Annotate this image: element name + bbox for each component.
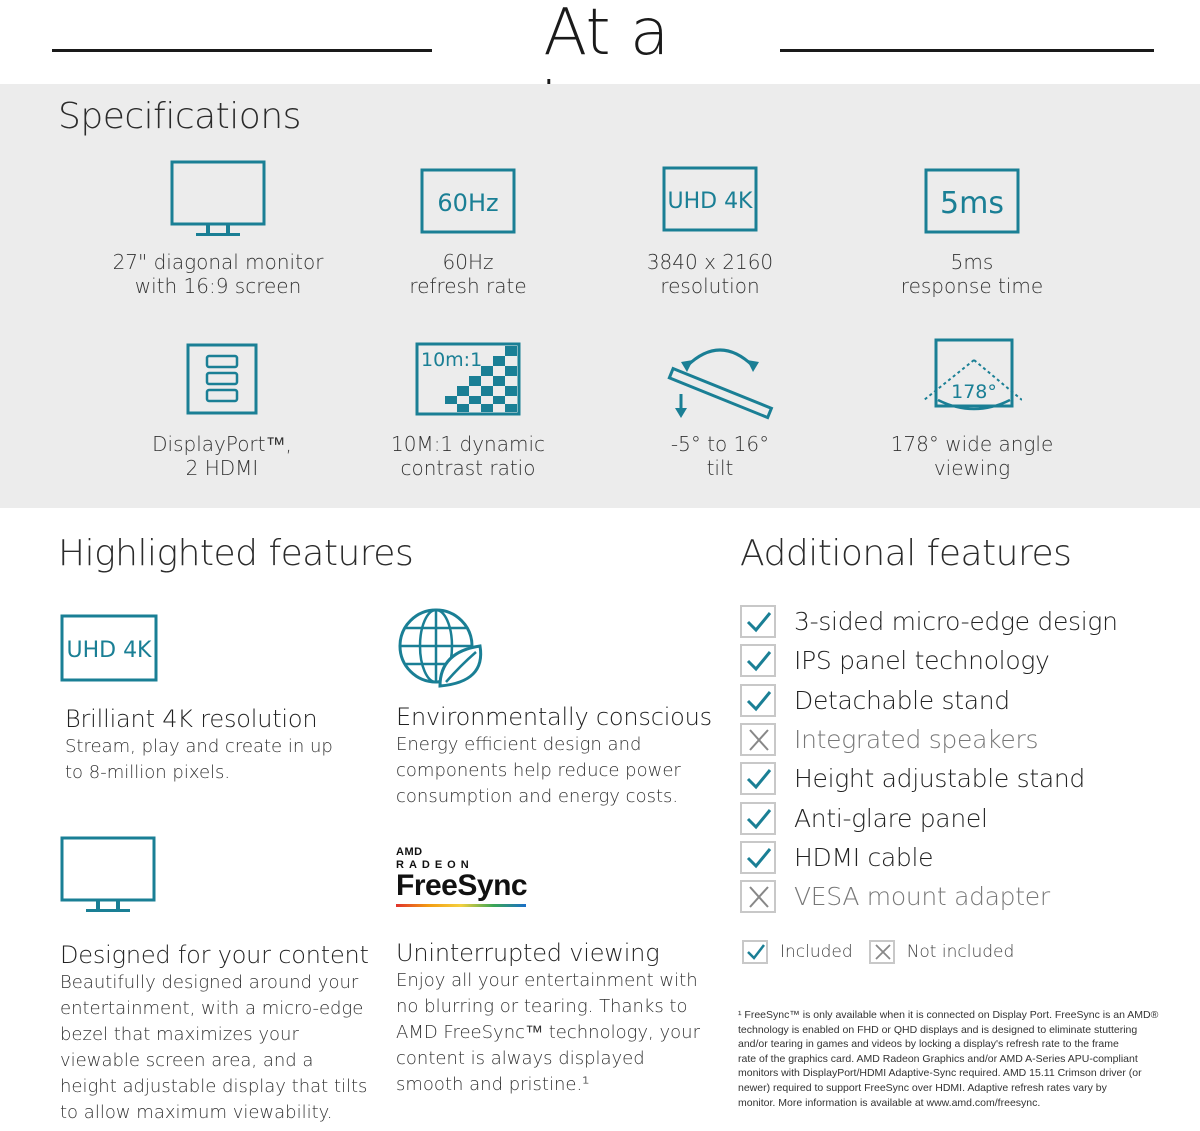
spec-caption-line2: viewing [933, 456, 1011, 480]
footnote-line: monitor. More information is available at www.amd.com/freesync. [738, 1096, 1041, 1109]
spec-screen-size [88, 160, 348, 298]
feature-designed-for-content [60, 836, 369, 1126]
feature-desc-line: content is always displayed [396, 1048, 645, 1069]
spec-caption-line2: resolution [660, 274, 760, 298]
spec-caption-line2: contrast ratio [400, 456, 536, 480]
spec-caption-line1: 5ms [950, 250, 994, 274]
list-item [740, 798, 1118, 837]
feature-environmentally-conscious [396, 606, 712, 810]
feature-label: VESA mount adapter [794, 882, 1050, 912]
footnote-line: and/or tearing in games and videos by locking a display's refresh rate to the frame [738, 1038, 1119, 1051]
feature-title: Environmentally conscious [396, 703, 712, 731]
check-icon [740, 644, 776, 677]
refresh-rate-icon-text: 60Hz [437, 189, 499, 217]
highlighted-features-title: Highlighted features [58, 533, 414, 574]
feature-desc-line: components help reduce power [396, 760, 681, 781]
legend-included-label: Included [780, 942, 853, 962]
ports-icon [167, 342, 277, 432]
viewing-angle-icon [917, 338, 1027, 432]
cross-icon [869, 940, 895, 964]
spec-caption-line2: tilt [706, 456, 734, 480]
feature-desc-line: bezel that maximizes your [60, 1024, 299, 1045]
viewing-angle-icon-text: 178° [951, 381, 997, 403]
header-rule-left [52, 49, 432, 52]
uhd-4k-icon-text: UHD 4K [66, 638, 152, 663]
feature-desc-line: Stream, play and create in up [65, 736, 333, 757]
spec-caption-line1: 10M:1 dynamic [390, 432, 546, 456]
footnote-line: ¹ FreeSync™ is only available when it is connected on Display Port. FreeSync is an AMD® [738, 1009, 1159, 1021]
uhd-4k-icon [60, 614, 333, 704]
spec-caption-line1: -5° to 16° [670, 432, 770, 456]
feature-label: 3-sided micro-edge design [794, 607, 1118, 637]
footnote-line: newer) required to support FreeSync over HDMI. Adaptive refresh rates vary by [738, 1081, 1107, 1094]
page-header [0, 0, 1200, 84]
list-item [740, 838, 1118, 877]
spec-ports [92, 342, 352, 480]
spec-caption-line2: response time [900, 274, 1044, 298]
spec-caption-line2: with 16:9 screen [134, 274, 302, 298]
check-icon [740, 841, 776, 874]
feature-desc-line: entertainment, with a micro-edge [60, 998, 364, 1019]
specifications-panel [0, 84, 1200, 508]
list-item [740, 681, 1118, 720]
monitor-icon [163, 160, 273, 250]
footnote-line: rate of the graphics card. AMD Radeon Graphics and/or AMD A-Series APU-compliant [738, 1052, 1138, 1065]
feature-desc-line: AMD FreeSync™ technology, your [396, 1022, 700, 1043]
spec-caption-line1: 27" diagonal monitor [112, 250, 324, 274]
legend-not-included-label: Not included [906, 942, 1015, 962]
footnote-line: monitors with DisplayPort/HDMI Adaptive-Sync required. AMD 15.11 Crimson driver (or [738, 1067, 1142, 1080]
monitor-icon [60, 836, 369, 940]
feature-title: Uninterrupted viewing [396, 939, 660, 967]
specifications-title: Specifications [58, 96, 301, 137]
feature-4k-resolution [60, 614, 333, 786]
spec-caption-line2: refresh rate [409, 274, 527, 298]
feature-label: Height adjustable stand [794, 764, 1085, 794]
response-time-icon-text: 5ms [940, 186, 1004, 221]
feature-desc-line: smooth and pristine.¹ [396, 1074, 590, 1095]
checklist-legend [742, 940, 1030, 964]
check-icon [742, 940, 768, 964]
feature-label: HDMI cable [794, 842, 934, 872]
additional-features-list [740, 602, 1118, 916]
feature-desc-line: viewable screen area, and a [60, 1050, 314, 1071]
check-icon [740, 802, 776, 835]
contrast-ratio-icon [413, 342, 523, 432]
list-item [740, 641, 1118, 680]
freesync-footnote [738, 1008, 1168, 1110]
feature-desc-line: consumption and energy costs. [396, 786, 679, 807]
spec-response-time [842, 168, 1102, 298]
feature-desc-line: Enjoy all your entertainment with [396, 970, 698, 991]
feature-label: Detachable stand [794, 685, 1010, 715]
response-time-icon [917, 168, 1027, 250]
tilt-icon [665, 338, 775, 432]
feature-title: Brilliant 4K resolution [65, 705, 318, 733]
check-icon [740, 762, 776, 795]
spec-tilt [590, 338, 850, 480]
list-item [740, 877, 1118, 916]
contrast-ratio-icon-text: 10m:1 [421, 349, 483, 371]
feature-desc-line: Energy efficient design and [396, 734, 642, 755]
amd-freesync-logo [396, 846, 527, 907]
feature-desc-line: to allow maximum viewability. [60, 1102, 333, 1123]
page-title: At a [543, 0, 669, 70]
spec-caption-line1: 60Hz [442, 250, 494, 274]
freesync-gradient-bar [396, 904, 526, 907]
feature-uninterrupted-viewing [396, 938, 700, 1098]
refresh-rate-icon [413, 168, 523, 250]
spec-caption-line1: 3840 x 2160 [646, 250, 774, 274]
list-item [740, 759, 1118, 798]
spec-resolution [580, 166, 840, 298]
radeon-logo-text: RADEON [396, 859, 474, 871]
feature-desc-line: no blurring or tearing. Thanks to [396, 996, 688, 1017]
cross-icon [740, 723, 776, 756]
feature-label: Integrated speakers [794, 725, 1039, 755]
footnote-line: technology is enabled on FHD or QHD displays and is designed to eliminate stuttering [738, 1023, 1138, 1036]
spec-viewing-angle [842, 338, 1102, 480]
feature-desc-line: Beautifully designed around your [60, 972, 359, 993]
additional-features-title: Additional features [740, 533, 1072, 574]
list-item [740, 602, 1118, 641]
check-icon [740, 605, 776, 638]
feature-label: IPS panel technology [794, 646, 1050, 676]
check-icon [740, 684, 776, 717]
spec-refresh-rate [338, 168, 598, 298]
feature-label: Anti-glare panel [794, 803, 988, 833]
list-item [740, 720, 1118, 759]
feature-desc-line: height adjustable display that tilts [60, 1076, 368, 1097]
feature-desc-line: to 8-million pixels. [65, 762, 231, 783]
globe-leaf-icon [396, 606, 712, 702]
cross-icon [740, 880, 776, 913]
freesync-logo-text: FreeSync [396, 869, 528, 902]
spec-contrast-ratio [338, 342, 598, 480]
feature-title: Designed for your content [60, 941, 369, 969]
amd-logo-text: AMD [396, 846, 423, 858]
spec-caption-line1: 178° wide angle [890, 432, 1054, 456]
spec-caption-line2: 2 HDMI [185, 456, 259, 480]
header-rule-right [780, 49, 1154, 52]
uhd-4k-icon-text: UHD 4K [667, 189, 753, 214]
uhd-4k-icon [655, 166, 765, 250]
spec-caption-line1: DisplayPort™, [152, 432, 292, 456]
